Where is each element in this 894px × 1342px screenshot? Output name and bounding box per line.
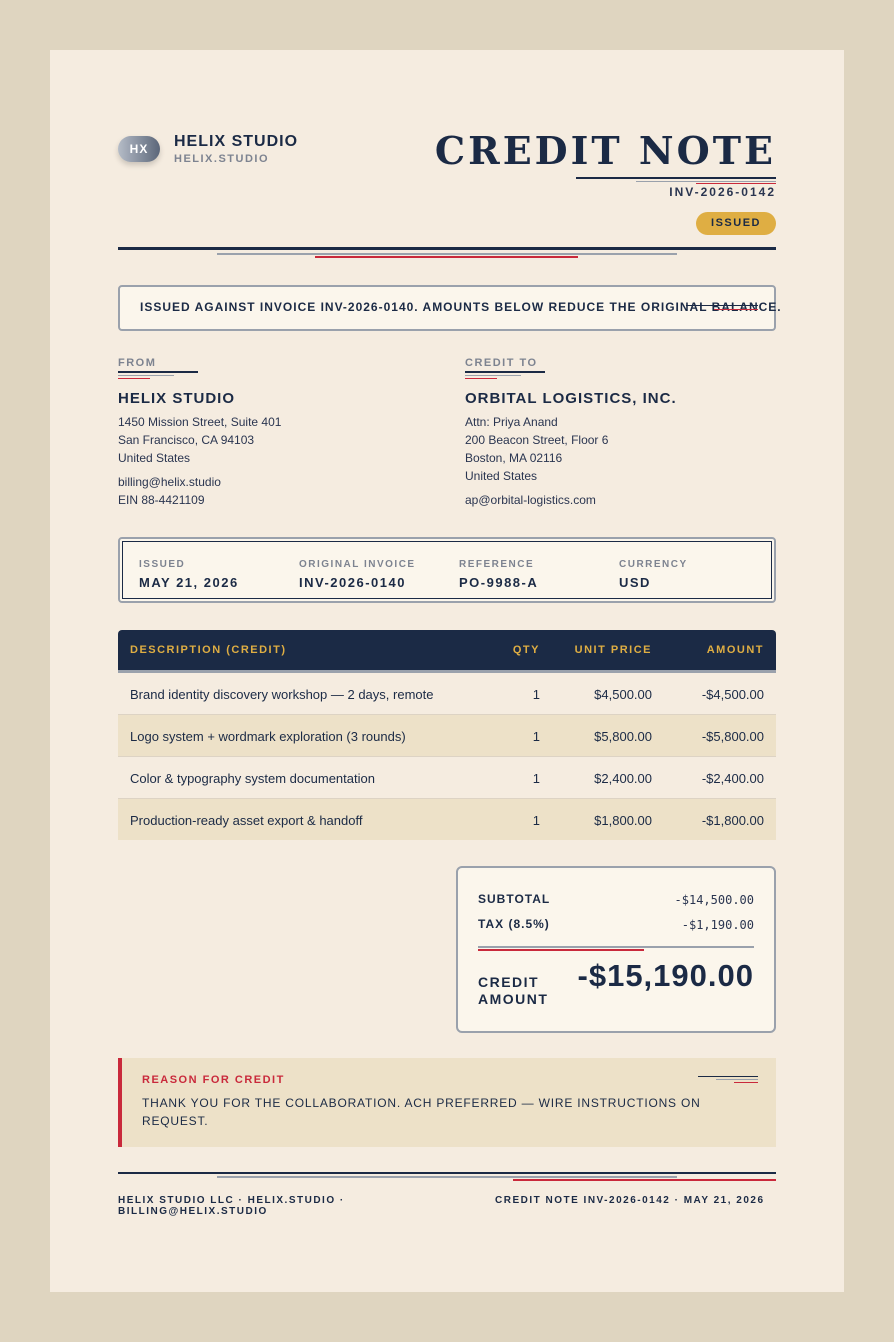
row-qty: 1 — [532, 687, 540, 702]
credit-to-label-rule — [465, 371, 545, 373]
from-label-rule — [118, 371, 198, 373]
footer-company: HELIX STUDIO LLC · HELIX.STUDIO · BILLING@HELIX.STUDIO — [118, 1195, 345, 1217]
credit-to-label: CREDIT TO — [465, 357, 538, 369]
meta-currency-value: USD — [619, 575, 651, 590]
row-amount: -$4,500.00 — [701, 687, 764, 702]
from-name: HELIX STUDIO — [118, 390, 236, 407]
table-row — [118, 673, 776, 715]
footer-document-ref: CREDIT NOTE INV-2026-0142 · MAY 21, 2026 — [495, 1195, 765, 1206]
row-description: Color & typography system documentation — [130, 771, 375, 786]
row-unit-price: $2,400.00 — [594, 771, 652, 786]
footer-rule — [118, 1172, 776, 1174]
brand-name: HELIX STUDIO — [174, 133, 299, 150]
footer-rule-red — [513, 1179, 776, 1181]
from-label-rule-red — [118, 378, 150, 379]
column-unit-price: UNIT PRICE — [574, 644, 652, 656]
column-description: DESCRIPTION (CREDIT) — [130, 644, 287, 656]
subtotal-value: -$14,500.00 — [674, 893, 754, 907]
meta-reference-value: PO-9988-A — [459, 575, 539, 590]
meta-frame — [122, 541, 772, 599]
column-qty: QTY — [512, 644, 540, 656]
reason-text: THANK YOU FOR THE COLLABORATION. ACH PREFERRED — WIRE INSTRUCTIONS ON REQUEST. — [142, 1096, 701, 1128]
reason-title: REASON FOR CREDIT — [142, 1074, 285, 1086]
title-accent-gray — [636, 181, 776, 182]
notice-accent-red — [714, 309, 758, 310]
notice-text: ISSUED AGAINST INVOICE INV-2026-0140. AMOUNTS BELOW REDUCE THE ORIGINAL BALANCE. — [140, 300, 782, 314]
credit-to-address-line: 200 Beacon Street, Floor 6 — [465, 433, 609, 447]
document-number: INV-2026-0142 — [669, 185, 776, 199]
credit-to-label-rule-red — [465, 378, 497, 379]
credit-to-address-line: United States — [465, 469, 538, 483]
totals-box — [456, 866, 776, 1033]
document-title: CREDIT NOTE — [434, 128, 776, 173]
tax-value: -$1,190.00 — [681, 918, 754, 932]
table-row — [118, 757, 776, 799]
meta-reference-label: REFERENCE — [459, 559, 535, 570]
credit-note-page — [50, 50, 844, 1292]
credit-to-block — [465, 357, 775, 509]
brand-logo: HX — [118, 136, 160, 162]
credit-amount-label-line-1: CREDIT — [478, 974, 540, 990]
title-accent-red — [696, 183, 776, 184]
line-items-table — [118, 630, 776, 840]
from-label: FROM — [118, 357, 157, 369]
header-rule-red — [315, 256, 578, 258]
credit-to-name: ORBITAL LOGISTICS, INC. — [465, 390, 677, 407]
row-unit-price: $1,800.00 — [594, 813, 652, 828]
row-qty: 1 — [532, 813, 540, 828]
row-amount: -$5,800.00 — [701, 729, 764, 744]
from-address-line: United States — [118, 451, 191, 465]
credit-to-email[interactable]: ap@orbital-logistics.com — [465, 493, 596, 507]
row-unit-price: $4,500.00 — [594, 687, 652, 702]
header-rule-gray — [217, 253, 677, 255]
meta-original-invoice-label: ORIGINAL INVOICE — [299, 559, 416, 570]
reason-accent-navy — [698, 1076, 758, 1077]
from-ein: EIN 88-4421109 — [118, 493, 205, 507]
credit-amount-label — [478, 974, 548, 1008]
reason-for-credit — [118, 1058, 776, 1147]
column-amount: AMOUNT — [706, 644, 764, 656]
credit-amount-label-line-2: AMOUNT — [478, 991, 549, 1007]
from-address-line: San Francisco, CA 94103 — [118, 433, 255, 447]
row-description: Production-ready asset export & handoff — [130, 813, 363, 828]
meta-issued-label: ISSUED — [139, 559, 186, 570]
notice-accent-navy — [686, 305, 758, 306]
credit-amount-value: -$15,190.00 — [577, 958, 754, 993]
row-qty: 1 — [532, 771, 540, 786]
table-row — [118, 799, 776, 840]
from-block — [118, 357, 438, 509]
from-label-rule-gray — [118, 375, 174, 376]
credit-to-attention: Attn: Priya Anand — [465, 415, 558, 429]
row-amount: -$2,400.00 — [701, 771, 764, 786]
table-header — [118, 630, 776, 673]
reason-accent-red — [734, 1082, 758, 1083]
header-rule — [118, 247, 776, 250]
from-email[interactable]: billing@helix.studio — [118, 475, 221, 489]
from-address-line: 1450 Mission Street, Suite 401 — [118, 415, 282, 429]
meta-issued-value: MAY 21, 2026 — [139, 575, 239, 590]
row-qty: 1 — [532, 729, 540, 744]
reason-accent-gray — [716, 1079, 758, 1080]
tax-label: TAX (8.5%) — [478, 917, 550, 931]
totals-rule-red — [478, 949, 644, 951]
row-unit-price: $5,800.00 — [594, 729, 652, 744]
document-meta — [118, 537, 776, 603]
row-description: Brand identity discovery workshop — 2 days, remote — [130, 687, 434, 702]
status-badge: ISSUED — [696, 212, 776, 235]
credit-to-label-rule-gray — [465, 375, 521, 376]
credit-to-address-line: Boston, MA 02116 — [465, 451, 563, 465]
footer-rule-gray — [217, 1176, 677, 1178]
title-underline — [576, 177, 776, 179]
brand-domain: HELIX.STUDIO — [174, 153, 270, 165]
invoice-notice — [118, 285, 782, 331]
totals-rule-gray — [478, 946, 754, 948]
table-row — [118, 715, 776, 757]
row-description: Logo system + wordmark exploration (3 rounds) — [130, 729, 406, 744]
meta-currency-label: CURRENCY — [619, 559, 688, 570]
meta-original-invoice-value: INV-2026-0140 — [299, 575, 406, 590]
subtotal-label: SUBTOTAL — [478, 892, 551, 906]
row-amount: -$1,800.00 — [701, 813, 764, 828]
